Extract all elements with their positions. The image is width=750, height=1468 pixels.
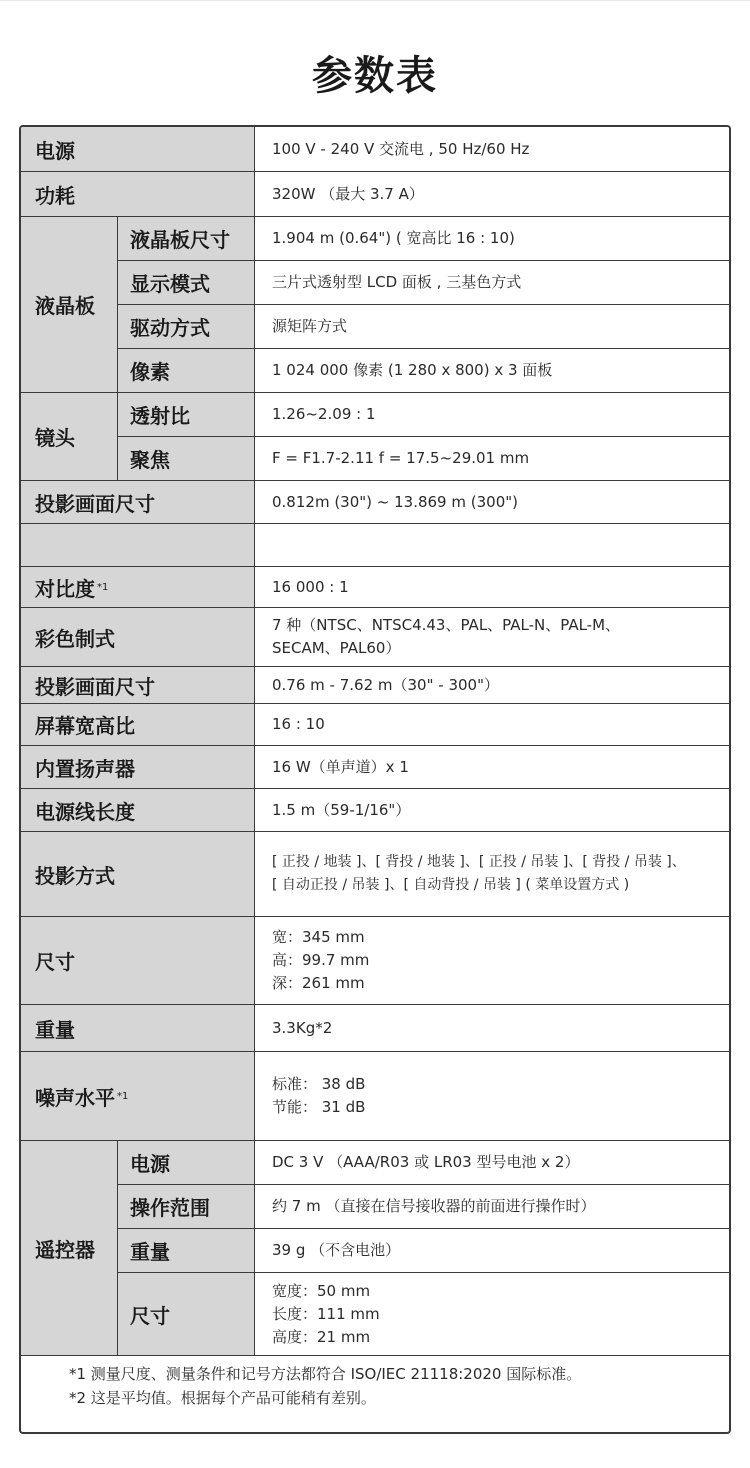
row-label-color-system: 彩色制式 [21,608,255,667]
row-value-aspect-ratio: 16 : 10 [255,704,729,746]
group-label-lcd: 液晶板 [21,217,118,393]
page-title: 参数表 [312,53,438,99]
row-value-pixels: 1 024 000 像素 (1 280 x 800) x 3 面板 [255,349,729,393]
row-label-consumption: 功耗 [21,172,255,217]
row-value-drive: 源矩阵方式 [255,305,729,349]
row-label-lcd-size: 液晶板尺寸 [118,217,255,261]
footnote-marker: *1 [97,581,109,593]
top-divider [0,0,750,1]
row-value-consumption: 320W （最大 3.7 A） [255,172,729,217]
row-value-remote-power: DC 3 V （AAA/R03 或 LR03 型号电池 x 2） [255,1141,729,1185]
row-label-remote-dimensions: 尺寸 [118,1273,255,1356]
row-value-display-mode: 三片式透射型 LCD 面板 , 三基色方式 [255,261,729,305]
row-value-lcd-size: 1.904 m (0.64") ( 宽高比 16 : 10) [255,217,729,261]
row-label-drive: 驱动方式 [118,305,255,349]
row-label-remote-range: 操作范围 [118,1185,255,1229]
row-label-display-mode: 显示模式 [118,261,255,305]
row-value-contrast: 16 000 : 1 [255,567,729,608]
row-value-blank [255,524,729,567]
row-label-dimensions: 尺寸 [21,917,255,1005]
row-label-speaker: 内置扬声器 [21,746,255,789]
footnotes [21,1352,729,1432]
row-value-speaker: 16 W（单声道）x 1 [255,746,729,789]
footnote-1: *1 测量尺度、测量条件和记号方法都符合 ISO/IEC 21118:2020 国际标准。 [69,1365,582,1383]
row-label-aspect-ratio: 屏幕宽高比 [21,704,255,746]
row-value-weight: 3.3Kg*2 [255,1005,729,1052]
row-label-projection-mode: 投影方式 [21,832,255,917]
row-value-noise: 标准： 38 dB 节能： 31 dB [255,1052,729,1141]
row-value-projection-mode: [ 正投 / 地装 ]、[ 背投 / 地装 ]、[ 正投 / 吊装 ]、[ 背投 / 吊装 ]、 [ 自动正投 / 吊装 ]、[ 自动背投 / 吊装 ] ( 菜单设置方式 ) [255,832,729,917]
row-label-noise: 噪声水平 *1 [21,1052,255,1141]
row-value-throw-ratio: 1.26~2.09 : 1 [255,393,729,437]
row-label-blank [21,524,255,567]
footnote-marker: *1 [117,1090,129,1102]
row-value-remote-dimensions: 宽度：50 mm 长度：111 mm 高度：21 mm [255,1273,729,1356]
row-value-projection-size-1: 0.812m (30") ~ 13.869 m (300") [255,481,729,524]
group-label-remote: 遥控器 [21,1141,118,1356]
footnote-2: *2 这是平均值。根据每个产品可能稍有差别。 [69,1389,376,1407]
row-value-power: 100 V - 240 V 交流电 , 50 Hz/60 Hz [255,127,729,172]
row-label-projection-size-1: 投影画面尺寸 [21,481,255,524]
row-value-color-system: 7 种（NTSC、NTSC4.43、PAL、PAL-N、PAL-M、 SECAM、PAL60） [255,608,729,667]
row-label-contrast: 对比度 *1 [21,567,255,608]
row-value-remote-range: 约 7 m （直接在信号接收器的前面进行操作时） [255,1185,729,1229]
group-label-lens: 镜头 [21,393,118,481]
row-label-focus: 聚焦 [118,437,255,481]
row-label-power: 电源 [21,127,255,172]
row-value-focus: F = F1.7-2.11 f = 17.5~29.01 mm [255,437,729,481]
row-value-projection-size-2: 0.76 m - 7.62 m（30" - 300"） [255,667,729,704]
row-label-throw-ratio: 透射比 [118,393,255,437]
row-label-projection-size-2: 投影画面尺寸 [21,667,255,704]
row-label-remote-weight: 重量 [118,1229,255,1273]
row-label-remote-power: 电源 [118,1141,255,1185]
row-value-remote-weight: 39 g （不含电池） [255,1229,729,1273]
row-label-pixels: 像素 [118,349,255,393]
row-value-dimensions: 宽：345 mm 高：99.7 mm 深：261 mm [255,917,729,1005]
spec-table [19,125,731,1434]
row-label-power-cord: 电源线长度 [21,789,255,832]
row-label-weight: 重量 [21,1005,255,1052]
row-value-power-cord: 1.5 m（59-1/16"） [255,789,729,832]
